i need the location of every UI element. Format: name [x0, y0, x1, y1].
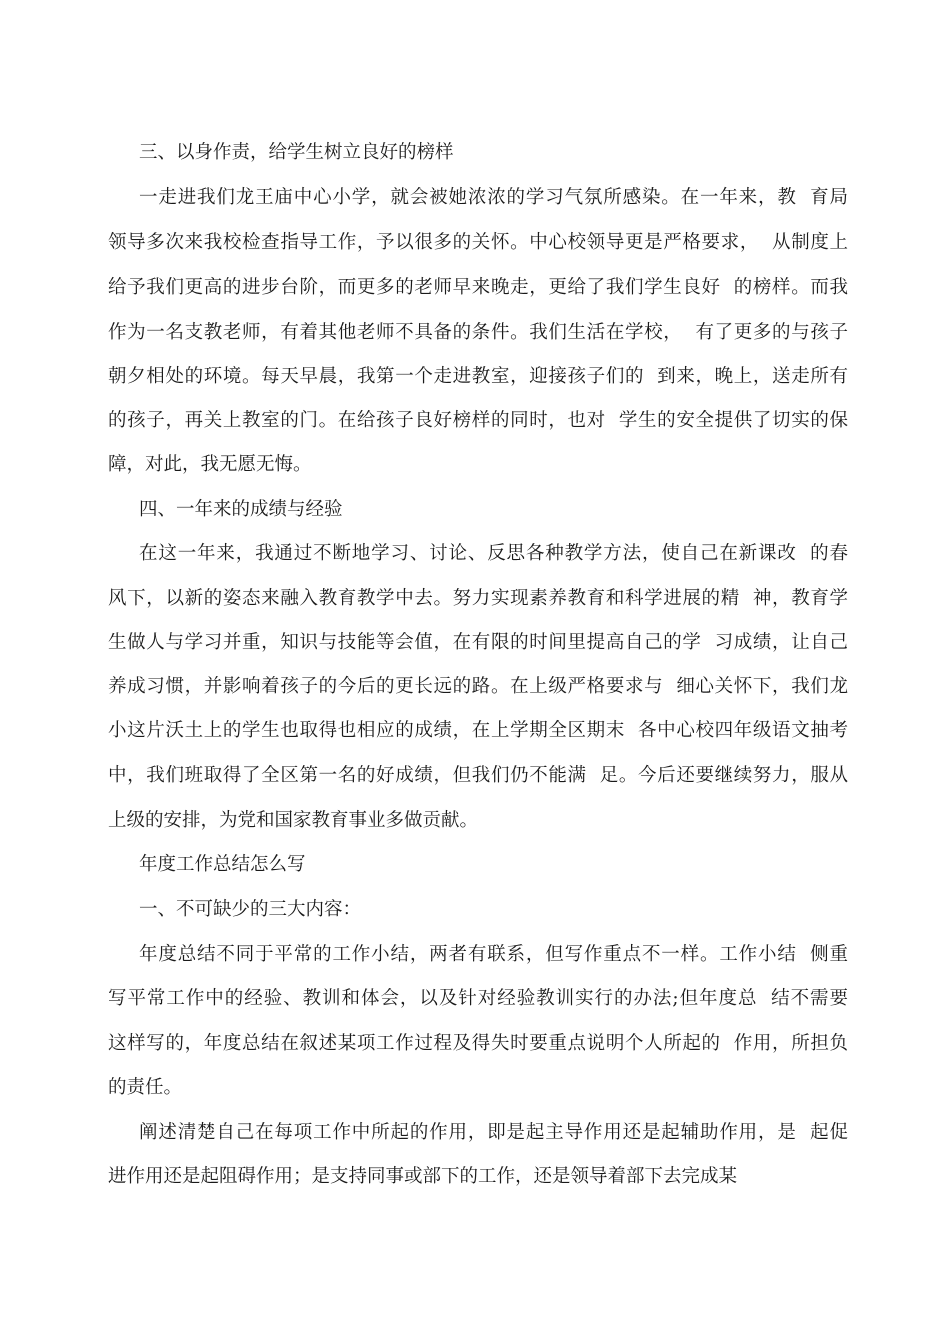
- paragraph-line: 风下，以新的姿态来融入教育教学中去。努力实现素养教育和科学进展的精 神，教育学: [108, 588, 848, 609]
- paragraph-line: 的孩子，再关上教室的门。在给孩子良好榜样的同时，也对 学生的安全提供了切实的保: [108, 410, 848, 431]
- paragraph-line: 写平常工作中的经验、教训和体会，以及针对经验教训实行的办法;但年度总 结不需要: [108, 988, 848, 1009]
- paragraph-line: 生做人与学习并重，知识与技能等会值，在有限的时间里提高自己的学 习成绩，让自己: [108, 632, 848, 653]
- paragraph-line: 进作用还是起阻碍作用；是支持同事或部下的工作，还是领导着部下去完成某: [108, 1166, 738, 1187]
- paragraph-line: 阐述清楚自己在每项工作中所起的作用，即是起主导作用还是起辅助作用，是 起促: [139, 1122, 848, 1143]
- paragraph-line: 领导多次来我校检查指导工作，予以很多的关怀。中心校领导更是严格要求， 从制度上: [108, 232, 848, 253]
- paragraph-line: 给予我们更高的进步台阶，而更多的老师早来晚走，更给了我们学生良好 的榜样。而我: [108, 277, 848, 298]
- section-title: 年度工作总结怎么写: [139, 854, 306, 875]
- paragraph-line: 养成习惯，并影响着孩子的今后的更长远的路。在上级严格要求与 细心关怀下，我们龙: [108, 676, 848, 697]
- paragraph-line: 上级的安排，为党和国家教育事业多做贡献。: [108, 810, 479, 831]
- paragraph-line: 在这一年来，我通过不断地学习、讨论、反思各种教学方法，使自己在新课改 的春: [139, 543, 848, 564]
- paragraph-line: 障，对此，我无愿无悔。: [108, 454, 312, 475]
- paragraph-line: 年度总结不同于平常的工作小结，两者有联系，但写作重点不一样。工作小结 侧重: [139, 944, 848, 965]
- paragraph-line: 作为一名支教老师，有着其他老师不具备的条件。我们生活在学校， 有了更多的与孩子: [108, 322, 848, 343]
- paragraph-line: 一走进我们龙王庙中心小学，就会被她浓浓的学习气氛所感染。在一年来，教 育局: [139, 187, 848, 208]
- paragraph-line: 这样写的，年度总结在叙述某项工作过程及得失时要重点说明个人所起的 作用，所担负: [108, 1033, 848, 1054]
- paragraph-line: 的责任。: [108, 1077, 183, 1098]
- paragraph-line: 朝夕相处的环境。每天早晨，我第一个走进教室，迎接孩子们的 到来，晚上，送走所有: [108, 366, 848, 387]
- paragraph-line: 小这片沃土上的学生也取得也相应的成绩，在上学期全区期末 各中心校四年级语文抽考: [108, 720, 848, 741]
- heading-three: 三、以身作责，给学生树立良好的榜样: [139, 142, 454, 163]
- paragraph-line: 中，我们班取得了全区第一名的好成绩，但我们仍不能满 足。今后还要继续努力，服从: [108, 765, 848, 786]
- subheading: 一、不可缺少的三大内容：: [139, 899, 362, 920]
- heading-four: 四、一年来的成绩与经验: [139, 499, 343, 520]
